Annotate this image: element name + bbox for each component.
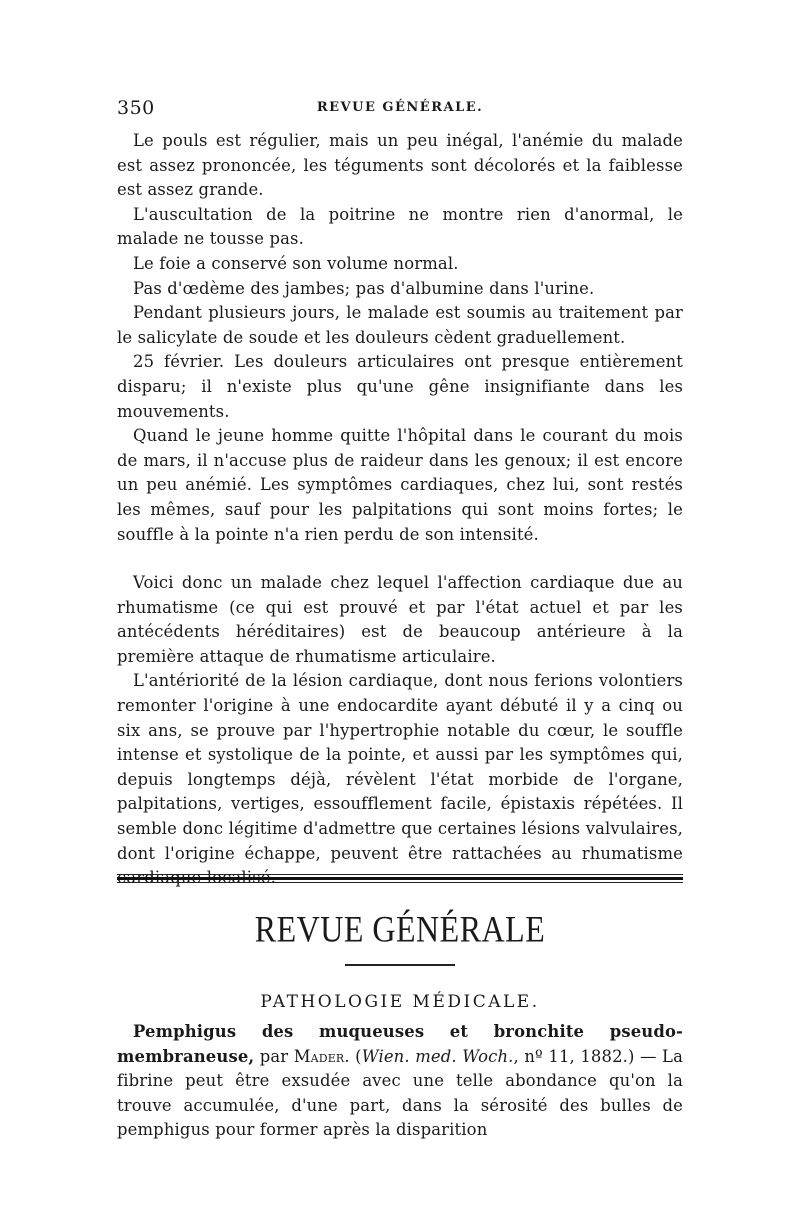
article-paragraph bbox=[117, 1020, 683, 1143]
running-title: REVUE GÉNÉRALE. bbox=[316, 100, 484, 115]
page-number: 350 bbox=[117, 97, 155, 119]
subsection-title: PATHOLOGIE MÉDICALE. bbox=[260, 992, 540, 1012]
article-ref-rest: , nº 11, 1882.) — bbox=[513, 1046, 663, 1066]
article-author: Mader. bbox=[293, 1046, 350, 1066]
article-by: par bbox=[254, 1046, 294, 1066]
paragraph-treatment: Pendant plusieurs jours, le malade est soumis au traitement par le salicylate de soude et les douleurs cèdent graduellement. bbox=[117, 303, 683, 347]
paragraph-conclusion: Voici donc un malade chez lequel l'affection cardiaque due au rhumatisme (ce qui est prouvé et par l'état actuel et par les antécédents héréditaires) est de beaucoup antérieure à la première attaque de rhumatisme articulaire. bbox=[117, 573, 683, 666]
article-text: La fibrine peut être exsudée avec une telle abondance qu'on la trouve accumulée, d'une part, dans la sérosité des bulles de pemphigus pour former après la disparition bbox=[117, 1046, 684, 1140]
running-head bbox=[117, 97, 683, 119]
body-text bbox=[117, 129, 683, 891]
article-title: Pemphigus des muqueuses et bronchite pseudo-membraneuse, bbox=[117, 1022, 683, 1066]
section-divider bbox=[117, 874, 683, 883]
article bbox=[117, 1020, 683, 1143]
paragraph-liver: Le foie a conservé son volume normal. bbox=[133, 253, 459, 273]
divider-thin-bottom bbox=[117, 882, 683, 883]
article-ref-open: ( bbox=[349, 1046, 362, 1066]
article-journal: Wien. med. Woch. bbox=[361, 1046, 514, 1066]
paragraph-february: 25 février. Les douleurs articulaires ont presque entièrement disparu; il n'existe plus qu'une gêne insignifiante dans les mouvements. bbox=[117, 352, 683, 421]
paragraph-discharge: Quand le jeune homme quitte l'hôpital dans le courant du mois de mars, il n'accuse plus de raideur dans les genoux; il est encore un peu anémié. Les symptômes cardiaques, chez lui, sont restés les mêmes, sauf pour les palpitations qui sont moins fortes; le souffle à la pointe n'a rien perdu de son intensité. bbox=[117, 426, 683, 544]
paragraph-auscultation: L'auscultation de la poitrine ne montre rien d'anormal, le malade ne tousse pas. bbox=[117, 204, 683, 249]
section-title: REVUE GÉNÉRALE bbox=[254, 908, 546, 950]
paragraph-oedema: Pas d'œdème des jambes; pas d'albumine dans l'urine. bbox=[133, 278, 595, 298]
divider-thin-top bbox=[117, 874, 683, 875]
divider-thick bbox=[117, 877, 683, 880]
paragraph-anteriority: L'antériorité de la lésion cardiaque, dont nous ferions volontiers remonter l'origine à une endocardite ayant débuté il y a cinq ou six ans, se prouve par l'hypertrophie notable du cœur, le souffle intense et systolique de la pointe, et aussi par les symptômes qui, depuis longtemps déjà, révèlent l'état morbide de l'organe, palpitations, vertiges, essoufflement facile, épistaxis répétées. Il semble donc légitime d'admettre que certaines lésions valvulaires, dont l'origine échappe, peuvent être rattachées au rhumatisme cardiaque localisé. bbox=[117, 671, 683, 888]
paragraph-pulse: Le pouls est régulier, mais un peu inégal, l'anémie du malade est assez prononcée, les téguments sont décolorés et la faiblesse est assez grande. bbox=[117, 131, 683, 200]
title-underline bbox=[345, 964, 455, 966]
